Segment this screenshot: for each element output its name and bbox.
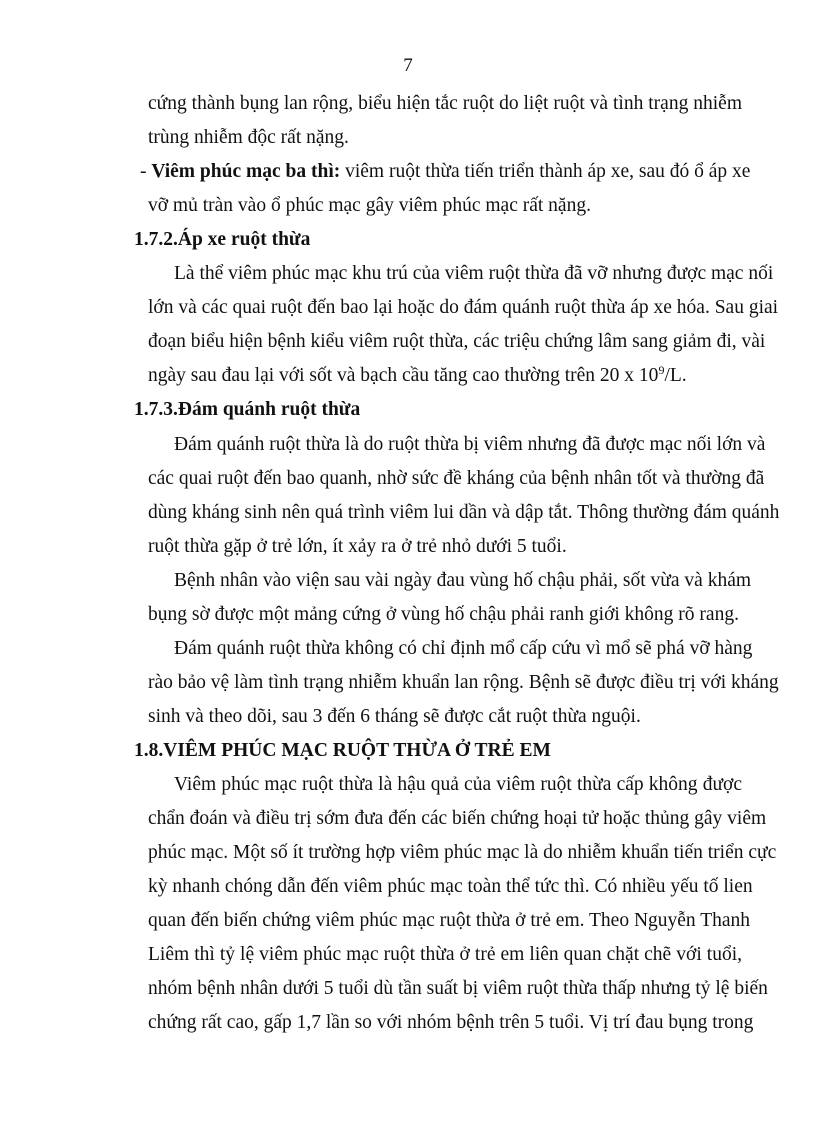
- paragraph-line: quan đến biến chứng viêm phúc mạc ruột thừa ở trẻ em. Theo Nguyễn Thanh: [148, 910, 751, 931]
- paragraph-line: [148, 364, 687, 388]
- paragraph-line: ruột thừa gặp ở trẻ lớn, ít xảy ra ở trẻ nhỏ dưới 5 tuổi.: [148, 536, 567, 557]
- paragraph-line: Viêm phúc mạc ruột thừa là hậu quả của viêm ruột thừa cấp không được: [174, 774, 742, 795]
- paragraph-line: nhóm bệnh nhân dưới 5 tuổi dù tần suất bị viêm ruột thừa thấp nhưng tỷ lệ biến: [148, 978, 768, 999]
- page-number: 7: [403, 55, 413, 76]
- term-definition: viêm ruột thừa tiến triển thành áp xe, sau đó ổ áp xe: [340, 161, 751, 182]
- superscript: 9: [658, 363, 665, 377]
- paragraph-line: dùng kháng sinh nên quá trình viêm lui dần và dập tắt. Thông thường đám quánh: [148, 502, 780, 523]
- paragraph-line: Liêm thì tỷ lệ viêm phúc mạc ruột thừa ở trẻ em liên quan chặt chẽ với tuổi,: [148, 944, 742, 965]
- paragraph-line: chứng rất cao, gấp 1,7 lần so với nhóm bệnh trên 5 tuổi. Vị trí đau bụng trong: [148, 1012, 754, 1033]
- paragraph-line: Là thể viêm phúc mạc khu trú của viêm ruột thừa đã vỡ nhưng được mạc nối: [174, 263, 774, 284]
- paragraph-line: rào bảo vệ làm tình trạng nhiễm khuẩn lan rộng. Bệnh sẽ được điều trị với kháng: [148, 672, 779, 693]
- text-segment: ngày sau đau lại với sốt và bạch cầu tăng cao thường trên 20 x 10: [148, 365, 659, 386]
- paragraph-line: Bệnh nhân vào viện sau vài ngày đau vùng hố chậu phải, sốt vừa và khám: [174, 570, 752, 591]
- section-heading: 1.8.VIÊM PHÚC MẠC RUỘT THỪA Ở TRẺ EM: [134, 740, 551, 761]
- paragraph-line: Đám quánh ruột thừa là do ruột thừa bị viêm nhưng đã được mạc nối lớn và: [174, 434, 766, 455]
- paragraph-line: chẩn đoán và điều trị sớm đưa đến các biến chứng hoại tử hoặc thủng gây viêm: [148, 808, 767, 829]
- paragraph-line: phúc mạc. Một số ít trường hợp viêm phúc mạc là do nhiễm khuẩn tiến triển cực: [148, 842, 777, 863]
- paragraph-line: trùng nhiễm độc rất nặng.: [148, 127, 349, 148]
- paragraph-line: đoạn biểu hiện bệnh kiểu viêm ruột thừa, các triệu chứng lâm sang giảm đi, vài: [148, 331, 766, 352]
- paragraph-line: cứng thành bụng lan rộng, biểu hiện tắc ruột do liệt ruột và tình trạng nhiễm: [148, 93, 742, 114]
- section-heading: 1.7.2.Áp xe ruột thừa: [134, 229, 311, 250]
- paragraph-line: sinh và theo dõi, sau 3 đến 6 tháng sẽ được cắt ruột thừa nguội.: [148, 706, 641, 727]
- bullet-dash: -: [140, 161, 152, 182]
- paragraph-line: bụng sờ được một mảng cứng ở vùng hố chậu phải ranh giới không rõ rang.: [148, 604, 739, 625]
- paragraph-line: vỡ mủ tràn vào ổ phúc mạc gây viêm phúc mạc rất nặng.: [148, 195, 591, 216]
- paragraph-line: lớn và các quai ruột đến bao lại hoặc do đám quánh ruột thừa áp xe hóa. Sau giai: [148, 297, 779, 318]
- paragraph-line: kỳ nhanh chóng dẫn đến viêm phúc mạc toàn thể tức thì. Có nhiều yếu tố lien: [148, 876, 753, 897]
- text-segment: /L.: [664, 365, 687, 386]
- paragraph-line: [140, 160, 751, 184]
- paragraph-line: các quai ruột đến bao quanh, nhờ sức đề kháng của bệnh nhân tốt và thường đã: [148, 468, 765, 489]
- paragraph-line: Đám quánh ruột thừa không có chỉ định mổ cấp cứu vì mổ sẽ phá vỡ hàng: [174, 638, 753, 659]
- section-heading: 1.7.3.Đám quánh ruột thừa: [134, 399, 361, 420]
- term-bold: Viêm phúc mạc ba thì:: [151, 161, 341, 182]
